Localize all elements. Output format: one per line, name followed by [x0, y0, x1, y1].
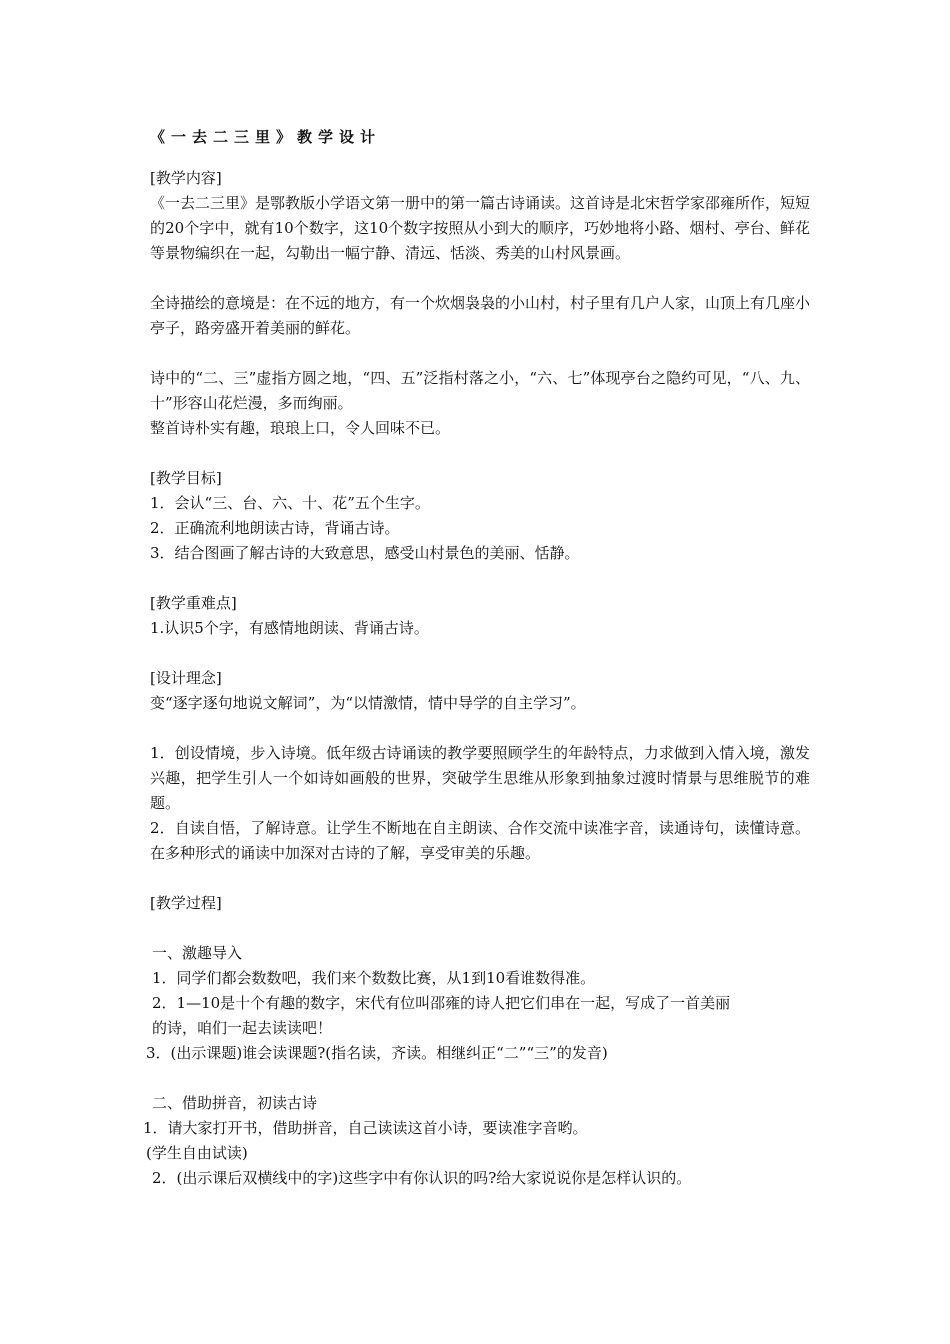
goal-item-1: 1．会认“三、台、六、十、花”五个生字。 [150, 494, 430, 512]
difficulty-item: 1.认识5个字，有感情地朗读、背诵古诗。 [150, 619, 429, 637]
spacer [150, 866, 810, 891]
process-section-2-note: (学生自由试读) [146, 1144, 248, 1162]
spacer [150, 150, 810, 166]
content-paragraph-4: 整首诗朴实有趣，琅琅上口，令人回味不已。 [150, 419, 451, 437]
spacer [150, 441, 810, 466]
section-heading-content: [教学内容] [150, 169, 222, 187]
process-section-1-item-2-cont: 的诗，咱们一起去读读吧！ [152, 1019, 333, 1037]
spacer [150, 341, 810, 366]
process-section-1-item-2: 2．1—10是十个有趣的数字，宋代有位叫邵雍的诗人把它们串在一起，写成了一首美丽 [152, 994, 731, 1012]
spacer [150, 266, 810, 291]
process-section-2-title: 二、借助拼音，初读古诗 [152, 1094, 318, 1112]
spacer [150, 716, 810, 741]
spacer [150, 641, 810, 666]
section-heading-process: [教学过程] [150, 894, 222, 912]
concept-paragraph-2: 2．自读自悟，了解诗意。让学生不断地在自主朗读、合作交流中读准字音，读通诗句，读懂诗意。在多种形式的诵读中加深对古诗的了解，享受审美的乐趣。 [150, 819, 810, 862]
goal-item-3: 3．结合图画了解古诗的大致意思，感受山村景色的美丽、恬静。 [150, 544, 580, 562]
section-heading-difficulty: [教学重难点] [150, 594, 237, 612]
section-heading-goals: [教学目标] [150, 469, 222, 487]
process-section-1-item-3: 3．(出示课题)谁会读课题?(指名读，齐读。相继纠正“二”“三”的发音) [146, 1044, 608, 1062]
content-paragraph-1: 《一去二三里》是鄂教版小学语文第一册中的第一篇古诗诵读。这首诗是北宋哲学家邵雍所作，短短的20个字中，就有10个数字，这10个数字按照从小到大的顺序，巧妙地将小路、烟村、亭台、鲜花等景物编织在一起，勾勒出一幅宁静、清远、恬淡、秀美的山村风景画。 [150, 194, 811, 262]
process-section-2-item-2: 2．(出示课后双横线中的字)这些字中有你认识的吗?给大家说说你是怎样认识的。 [152, 1169, 692, 1187]
concept-paragraph-1: 1．创设情境，步入诗境。低年级古诗诵读的教学要照顾学生的年龄特点，力求做到入情入境，激发兴趣，把学生引人一个如诗如画般的世界，突破学生思维从形象到抽象过渡时情景与思维脱节的难题。 [150, 744, 810, 812]
document-page [143, 124, 811, 1191]
section-heading-concept: [设计理念] [150, 669, 222, 687]
concept-line: 变“逐字逐句地说文解词”，为“以情激情，情中导学的自主学习”。 [150, 694, 586, 712]
process-section-1-title: 一、激趣导入 [152, 944, 243, 962]
spacer [150, 916, 810, 941]
process-section-2-item-1: 1．请大家打开书，借助拼音，自己读读这首小诗，要读准字音哟。 [143, 1119, 588, 1137]
process-section-1-item-1: 1．同学们都会数数吧，我们来个数数比赛，从1到10看谁数得准。 [152, 969, 596, 987]
spacer [150, 1066, 810, 1091]
content-paragraph-2: 全诗描绘的意境是：在不远的地方，有一个炊烟袅袅的小山村，村子里有几户人家，山顶上有几座小亭子，路旁盛开着美丽的鲜花。 [150, 294, 811, 337]
spacer [150, 566, 810, 591]
content-paragraph-3: 诗中的“二、三”虚指方圆之地，“四、五”泛指村落之小，“六、七”体现亭台之隐约可见，“八、九、十”形容山花烂漫，多而绚丽。 [150, 369, 810, 412]
goal-item-2: 2．正确流利地朗读古诗，背诵古诗。 [150, 519, 400, 537]
document-title: 《一去二三里》教学设计 [150, 128, 382, 146]
